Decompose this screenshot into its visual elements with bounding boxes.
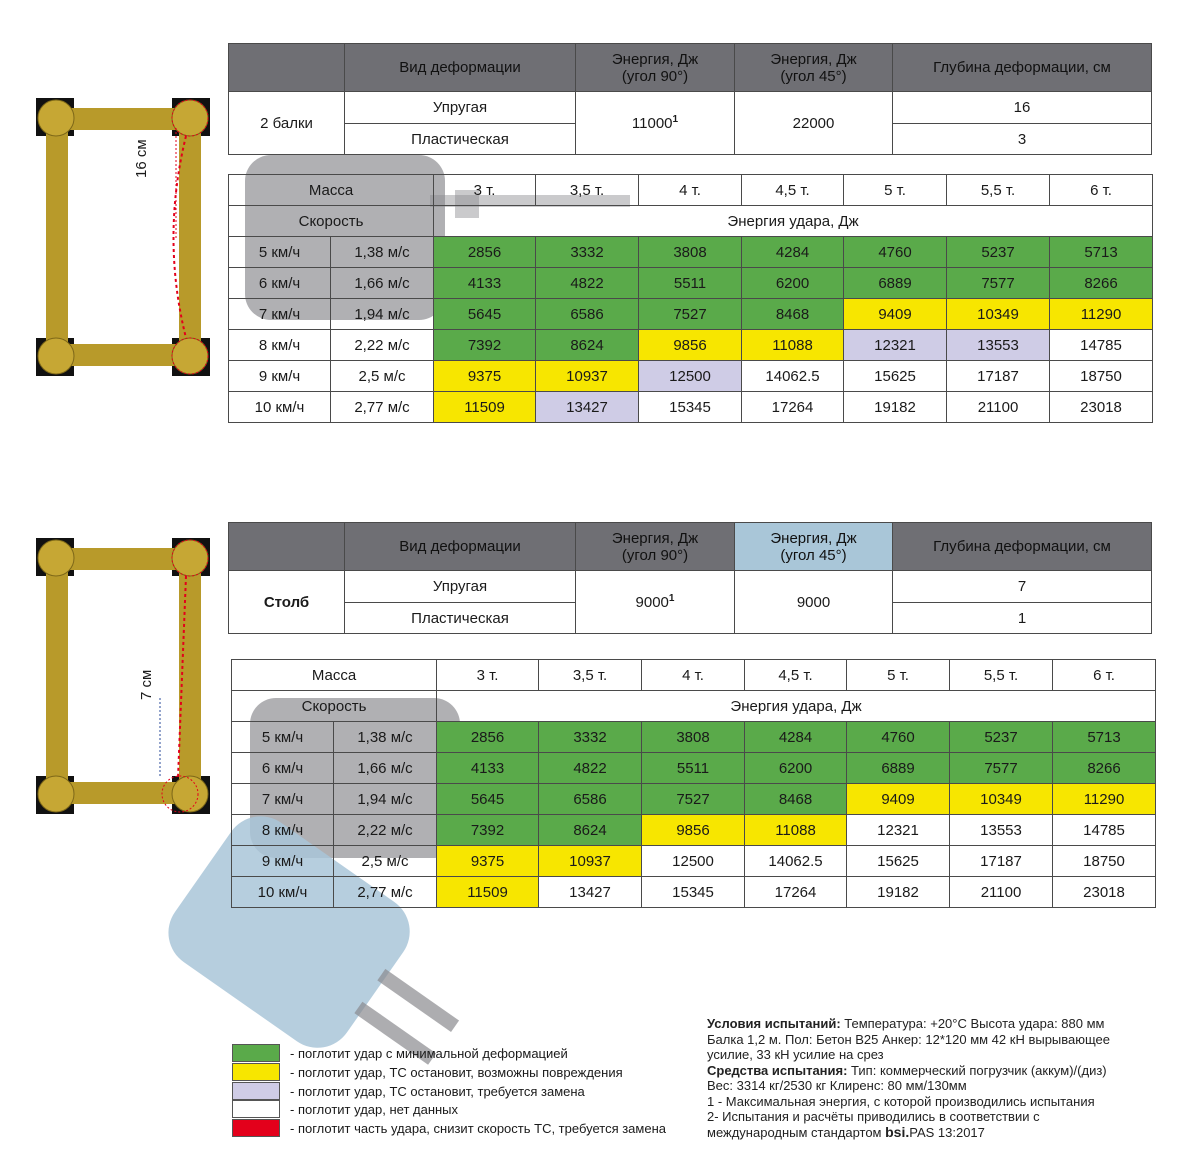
elastic-label: Упругая [345,571,576,603]
energy-cell: 15625 [847,846,950,877]
energy-cell: 3332 [536,237,639,268]
speed-row [229,268,1153,299]
barrier-diagram-post [36,538,212,820]
speed-ms: 2,5 м/с [334,846,437,877]
legend-text: - поглотит удар, ТС остановит, возможны повреждения [290,1064,623,1080]
footnote-2: 2- Испытания и расчёты приводились в соответствии с [707,1109,1040,1124]
header-energy-90: Энергия, Дж (угол 90°) [576,523,735,571]
energy-cell: 5237 [947,237,1050,268]
speed-kmh: 7 км/ч [229,299,331,330]
energy-cell: 17264 [745,877,847,908]
speed-row [229,361,1153,392]
mass-col: 3,5 т. [536,175,639,206]
energy-45-value: 9000 [735,571,893,634]
energy-cell: 5645 [434,299,536,330]
energy-cell: 4133 [437,753,539,784]
energy-cell: 9375 [434,361,536,392]
conditions-line: усилие, 33 кН усилие на срез [707,1047,884,1062]
energy-cell: 5713 [1053,722,1156,753]
energy-cell: 15345 [639,392,742,423]
legend-text: - поглотит часть удара, снизит скорость ТС, требуется замена [290,1120,666,1136]
energy-cell: 4133 [434,268,536,299]
energy-cell: 15345 [642,877,745,908]
depth-elastic-value: 16 [893,92,1152,124]
legend-swatch [232,1044,280,1062]
speed-ms: 1,94 м/с [334,784,437,815]
energy-cell: 4822 [536,268,639,299]
energy-cell: 8468 [742,299,844,330]
plastic-label: Пластическая [345,124,576,155]
speed-kmh: 6 км/ч [229,268,331,299]
header-blank [229,44,345,92]
header-energy-90: Энергия, Дж (угол 90°) [576,44,735,92]
mass-col: 4 т. [642,660,745,691]
mass-col: 4 т. [639,175,742,206]
mass-label: Масса [229,175,434,206]
energy-cell: 4760 [844,237,947,268]
impact-energy-table-post [231,659,1156,908]
energy-cell: 19182 [847,877,950,908]
energy-45-value: 22000 [735,92,893,155]
speed-kmh: 10 км/ч [229,392,331,423]
mass-col: 3 т. [434,175,536,206]
energy-cell: 9409 [847,784,950,815]
conditions-title: Условия испытаний: [707,1016,841,1031]
mass-col: 6 т. [1050,175,1153,206]
footnote-3: международным стандартом [707,1124,886,1140]
energy-cell: 7527 [642,784,745,815]
header-blank [229,523,345,571]
conditions-line: Балка 1,2 м. Пол: Бетон В25 Анкер: 12*120 мм 42 кН вырывающее [707,1031,1111,1047]
legend-item [232,1100,458,1118]
energy-cell: 14062.5 [742,361,844,392]
conditions-text: Температура: +20°С Высота удара: 880 мм [840,1016,1105,1031]
speed-kmh: 10 км/ч [232,877,334,908]
speed-kmh: 5 км/ч [232,722,334,753]
legend-text: - поглотит удар, нет данных [290,1101,459,1117]
mass-col: 5,5 т. [950,660,1053,691]
energy-cell: 10349 [950,784,1053,815]
energy-cell: 5511 [642,753,745,784]
header-depth: Глубина деформации, см [893,523,1152,571]
speed-ms: 2,77 м/с [331,392,434,423]
energy-cell: 17187 [950,846,1053,877]
mass-label: Масса [232,660,437,691]
energy-cell: 4284 [745,722,847,753]
footnote-1: 1 - Максимальная энергия, с которой производились испытания [707,1093,1095,1109]
energy-cell: 8266 [1050,268,1153,299]
header-deformation-type: Вид деформации [345,523,576,571]
energy-cell: 2856 [434,237,536,268]
energy-cell: 3808 [639,237,742,268]
deformation-table-beams [228,43,1152,155]
energy-cell: 18750 [1053,846,1156,877]
legend-text: - поглотит удар, ТС остановит, требуется замена [290,1083,585,1099]
legend-swatch [232,1082,280,1100]
energy-cell: 9856 [642,815,745,846]
header-energy-45: Энергия, Дж (угол 45°) [735,523,893,571]
energy-cell: 8624 [536,330,639,361]
depth-elastic-value: 7 [893,571,1152,603]
impact-energy-table-beams [228,174,1153,423]
energy-cell: 14062.5 [745,846,847,877]
energy-cell: 21100 [950,877,1053,908]
energy-cell: 11290 [1053,784,1156,815]
energy-cell: 8468 [745,784,847,815]
energy-90-value: 11000$^1$ [576,92,735,155]
energy-cell: 9856 [639,330,742,361]
energy-cell: 6200 [742,268,844,299]
speed-row [229,392,1153,423]
energy-cell: 10349 [947,299,1050,330]
speed-kmh: 6 км/ч [232,753,334,784]
mass-col: 5 т. [844,175,947,206]
means-title: Средства испытания: [707,1062,848,1078]
energy-cell: 6889 [847,753,950,784]
legend-item [232,1044,568,1062]
speed-ms: 2,5 м/с [331,361,434,392]
deformation-label-7cm: 7 см [138,669,155,700]
energy-cell: 12321 [844,330,947,361]
standard-name: PAS 13:2017 [909,1124,985,1140]
header-deformation-type: Вид деформации [345,44,576,92]
legend-item [232,1119,666,1137]
energy-cell: 23018 [1053,877,1156,908]
energy-cell: 5511 [639,268,742,299]
speed-kmh: 9 км/ч [229,361,331,392]
energy-cell: 2856 [437,722,539,753]
energy-cell: 8624 [539,815,642,846]
energy-cell: 9375 [437,846,539,877]
speed-ms: 1,66 м/с [334,753,437,784]
energy-cell: 12321 [847,815,950,846]
deformation-table-post [228,522,1152,634]
energy-cell: 21100 [947,392,1050,423]
energy-cell: 7577 [947,268,1050,299]
energy-cell: 7392 [437,815,539,846]
mass-col: 4,5 т. [745,660,847,691]
means-line: Вес: 3314 кг/2530 кг Клиренс: 80 мм/130мм [707,1078,967,1093]
speed-ms: 1,38 м/с [334,722,437,753]
legend-item [232,1063,623,1081]
energy-cell: 11088 [745,815,847,846]
energy-cell: 3332 [539,722,642,753]
header-depth: Глубина деформации, см [893,44,1152,92]
energy-cell: 13553 [950,815,1053,846]
energy-cell: 17264 [742,392,844,423]
energy-cell: 8266 [1053,753,1156,784]
energy-cell: 13427 [539,877,642,908]
energy-cell: 14785 [1053,815,1156,846]
speed-row [232,815,1156,846]
legend-swatch [232,1063,280,1081]
energy-cell: 6586 [539,784,642,815]
energy-cell: 4284 [742,237,844,268]
energy-cell: 11509 [434,392,536,423]
energy-cell: 6586 [536,299,639,330]
speed-label: Скорость [229,206,434,237]
energy-cell: 5645 [437,784,539,815]
energy-label: Энергия удара, Дж [437,691,1156,722]
row-label: Столб [229,571,345,634]
speed-kmh: 8 км/ч [232,815,334,846]
energy-cell: 10937 [536,361,639,392]
mass-col: 3,5 т. [539,660,642,691]
energy-cell: 9409 [844,299,947,330]
energy-cell: 10937 [539,846,642,877]
legend-swatch [232,1119,280,1137]
speed-ms: 2,77 м/с [334,877,437,908]
energy-cell: 11509 [437,877,539,908]
energy-cell: 11290 [1050,299,1153,330]
energy-cell: 13553 [947,330,1050,361]
speed-ms: 1,66 м/с [331,268,434,299]
energy-cell: 3808 [642,722,745,753]
energy-cell: 18750 [1050,361,1153,392]
speed-label: Скорость [232,691,437,722]
energy-cell: 7392 [434,330,536,361]
speed-row [229,299,1153,330]
mass-col: 6 т. [1053,660,1156,691]
speed-ms: 2,22 м/с [334,815,437,846]
energy-90-value: 9000$^1$ [576,571,735,634]
deformation-label-16cm: 16 см [133,139,150,178]
energy-cell: 19182 [844,392,947,423]
legend-text: - поглотит удар с минимальной деформацией [290,1045,568,1061]
mass-col: 4,5 т. [742,175,844,206]
speed-ms: 2,22 м/с [331,330,434,361]
speed-ms: 1,94 м/с [331,299,434,330]
bsi-logo: bsi. [885,1123,910,1140]
energy-cell: 6200 [745,753,847,784]
speed-row [232,784,1156,815]
speed-ms: 1,38 м/с [331,237,434,268]
energy-cell: 12500 [642,846,745,877]
speed-kmh: 5 км/ч [229,237,331,268]
means-text: Тип: коммерческий погрузчик (аккум)/(диз) [847,1062,1107,1078]
barrier-diagram-2-beams [36,98,212,380]
legend-swatch [232,1100,280,1118]
plastic-label: Пластическая [345,603,576,634]
energy-cell: 7527 [639,299,742,330]
speed-kmh: 7 км/ч [232,784,334,815]
energy-cell: 5237 [950,722,1053,753]
row-label: 2 балки [229,92,345,155]
speed-row [232,722,1156,753]
speed-kmh: 9 км/ч [232,846,334,877]
energy-cell: 17187 [947,361,1050,392]
energy-cell: 6889 [844,268,947,299]
speed-row [229,330,1153,361]
energy-cell: 5713 [1050,237,1153,268]
legend-item [232,1082,585,1100]
speed-row [232,846,1156,877]
energy-cell: 4822 [539,753,642,784]
energy-cell: 12500 [639,361,742,392]
energy-label: Энергия удара, Дж [434,206,1153,237]
speed-kmh: 8 км/ч [229,330,331,361]
energy-cell: 23018 [1050,392,1153,423]
test-conditions-notes [707,1016,1177,1140]
energy-cell: 7577 [950,753,1053,784]
speed-row [229,237,1153,268]
speed-row [232,877,1156,908]
elastic-label: Упругая [345,92,576,124]
depth-plastic-value: 1 [893,603,1152,634]
energy-cell: 11088 [742,330,844,361]
energy-cell: 14785 [1050,330,1153,361]
depth-plastic-value: 3 [893,124,1152,155]
speed-row [232,753,1156,784]
mass-col: 5,5 т. [947,175,1050,206]
energy-cell: 4760 [847,722,950,753]
header-energy-45: Энергия, Дж (угол 45°) [735,44,893,92]
energy-cell: 15625 [844,361,947,392]
energy-cell: 13427 [536,392,639,423]
mass-col: 3 т. [437,660,539,691]
mass-col: 5 т. [847,660,950,691]
